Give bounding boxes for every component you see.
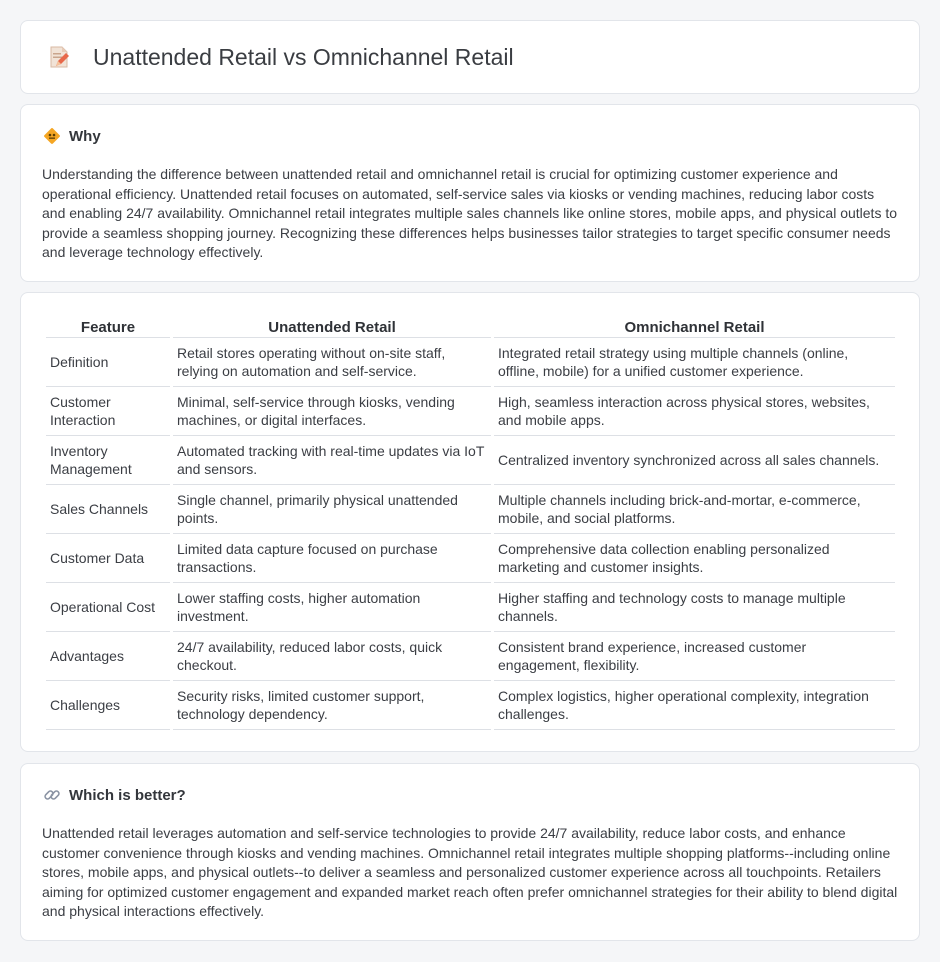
comparison-table xyxy=(43,314,898,730)
feature-cell: Definition xyxy=(46,338,170,387)
link-icon xyxy=(43,786,61,804)
omnichannel-cell: Complex logistics, higher operational complexity, integration challenges. xyxy=(494,681,895,730)
feature-cell: Sales Channels xyxy=(46,485,170,534)
which-is-better-section xyxy=(20,763,920,941)
table-row xyxy=(46,338,895,387)
table-header-row xyxy=(46,314,895,338)
which-is-better-title: Which is better? xyxy=(69,786,186,804)
unattended-cell: Automated tracking with real-time updates via IoT and sensors. xyxy=(173,436,491,485)
why-title: Why xyxy=(69,127,101,145)
omnichannel-cell: Comprehensive data collection enabling personalized marketing and customer insights. xyxy=(494,534,895,583)
feature-cell: Customer Interaction xyxy=(46,387,170,436)
omnichannel-cell: Centralized inventory synchronized across all sales channels. xyxy=(494,436,895,485)
omnichannel-cell: Higher staffing and technology costs to manage multiple channels. xyxy=(494,583,895,632)
header-card xyxy=(20,20,920,94)
table-row xyxy=(46,534,895,583)
warning-sign-icon xyxy=(43,127,61,145)
table-row xyxy=(46,485,895,534)
document-edit-icon xyxy=(47,45,71,69)
feature-cell: Customer Data xyxy=(46,534,170,583)
column-header-feature: Feature xyxy=(46,314,170,338)
omnichannel-cell: Multiple channels including brick-and-mortar, e-commerce, mobile, and social platforms. xyxy=(494,485,895,534)
table-row xyxy=(46,681,895,730)
feature-cell: Operational Cost xyxy=(46,583,170,632)
feature-cell: Inventory Management xyxy=(46,436,170,485)
omnichannel-cell: Integrated retail strategy using multiple channels (online, offline, mobile) for a unified customer experience. xyxy=(494,338,895,387)
unattended-cell: Minimal, self-service through kiosks, vending machines, or digital interfaces. xyxy=(173,387,491,436)
unattended-cell: Single channel, primarily physical unattended points. xyxy=(173,485,491,534)
page-title: Unattended Retail vs Omnichannel Retail xyxy=(93,43,514,70)
comparison-table-card xyxy=(20,292,920,752)
omnichannel-cell: Consistent brand experience, increased customer engagement, flexibility. xyxy=(494,632,895,681)
unattended-cell: Lower staffing costs, higher automation investment. xyxy=(173,583,491,632)
unattended-cell: Security risks, limited customer support, technology dependency. xyxy=(173,681,491,730)
why-text: Understanding the difference between unattended retail and omnichannel retail is crucial for optimizing customer experience and operational efficiency. Unattended retail focuses on automated, self-service sales via kiosks or vending machines, reducing labor costs and enabling 24/7 availability. Omnichannel retail integrates multiple sales channels like online stores, mobile apps, and physical outlets to provide a seamless shopping journey. Recognizing these differences helps businesses tailor strategies to target specific consumer needs and leverage technology effectively. xyxy=(42,166,898,261)
feature-cell: Advantages xyxy=(46,632,170,681)
table-row xyxy=(46,436,895,485)
unattended-cell: Limited data capture focused on purchase transactions. xyxy=(173,534,491,583)
which-is-better-text: Unattended retail leverages automation and self-service technologies to provide 24/7 availability, reduce labor costs, and enhance customer convenience through kiosks and vending machines. Omnichannel retail integrates multiple shopping platforms--including online stores, mobile apps, and physical outlets--to deliver a seamless and personalized customer experience across all touchpoints. Retailers aiming for optimized customer engagement and expanded market reach often prefer omnichannel strategies for their ability to blend digital and physical interactions effectively. xyxy=(42,825,898,920)
column-header-unattended: Unattended Retail xyxy=(173,314,491,338)
column-header-omnichannel: Omnichannel Retail xyxy=(494,314,895,338)
why-section xyxy=(20,104,920,282)
unattended-cell: Retail stores operating without on-site staff, relying on automation and self-service. xyxy=(173,338,491,387)
feature-cell: Challenges xyxy=(46,681,170,730)
table-row xyxy=(46,387,895,436)
omnichannel-cell: High, seamless interaction across physical stores, websites, and mobile apps. xyxy=(494,387,895,436)
table-row xyxy=(46,632,895,681)
unattended-cell: 24/7 availability, reduced labor costs, quick checkout. xyxy=(173,632,491,681)
table-row xyxy=(46,583,895,632)
